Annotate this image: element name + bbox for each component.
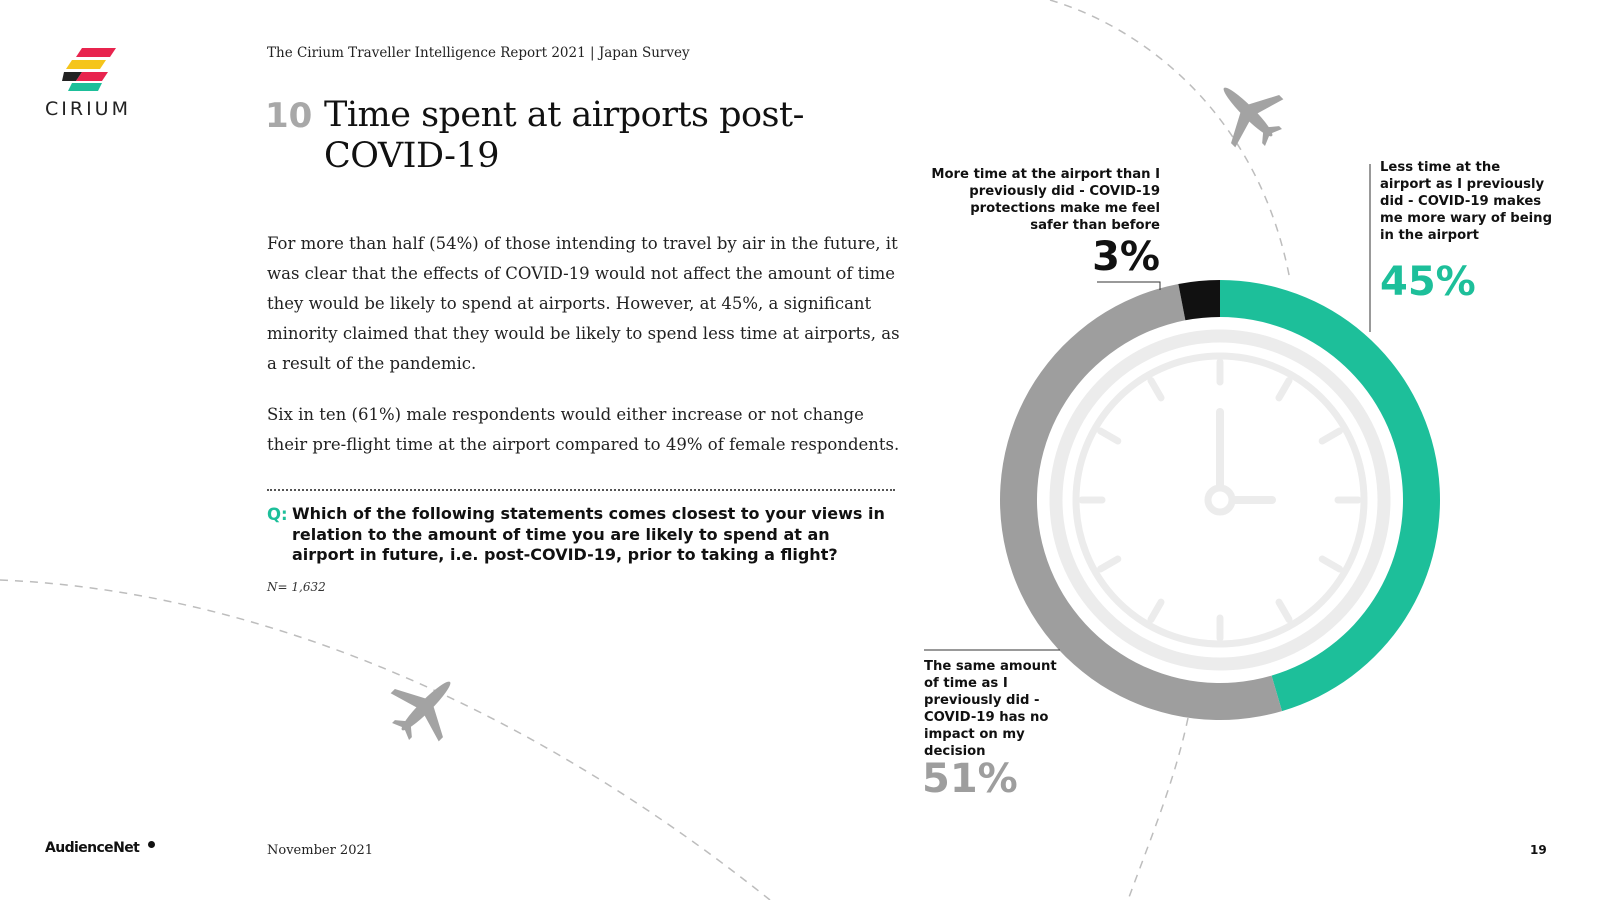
section-number: 10 — [265, 96, 313, 136]
audiencenet-logo-dot-icon — [148, 841, 155, 848]
value-same-time: 51% — [922, 756, 1018, 802]
label-less-time: Less time at the airport as I previously did - COVID-19 makes me more wary of being in the airport — [1380, 160, 1553, 243]
label-more-time: More time at the airport than I previously did - COVID-19 protections make me feel safer than before — [931, 167, 1160, 233]
report-title: The Cirium Traveller Intelligence Report 2021 | Japan Survey — [267, 45, 690, 61]
page-number: 19 — [1530, 843, 1547, 857]
footer-date: November 2021 — [267, 843, 374, 858]
body-paragraph-2: Six in ten (61%) male respondents would either increase or not change their pre-flight time at the airport compared to 49% of female respondents. — [267, 405, 900, 454]
page-title: Time spent at airports post-COVID-19 — [324, 95, 804, 176]
cirium-logo-text: CIRIUM — [45, 98, 131, 120]
label-same-time: The same amount of time as I previously did - COVID-19 has no impact on my decision — [924, 659, 1057, 759]
value-more-time: 3% — [1092, 234, 1160, 280]
question-label: Q: — [267, 505, 288, 524]
value-less-time: 45% — [1380, 259, 1476, 305]
question-text: Which of the following statements comes closest to your views in relation to the amount of time you are likely to spend at an airport in future, i.e. post-COVID-19, prior to taking a flight? — [292, 504, 885, 564]
body-paragraph-1: For more than half (54%) of those intending to travel by air in the future, it was clear that the effects of COVID-19 would not affect the amount of time they would be likely to spend at airports. However, at 45%, a significant minority claimed that they would be likely to spend less time at airports, as a result of the pandemic. — [267, 234, 900, 373]
audiencenet-logo: AudienceNet — [45, 840, 140, 856]
sample-size: N= 1,632 — [267, 580, 326, 594]
leader-line-more — [1097, 282, 1160, 290]
